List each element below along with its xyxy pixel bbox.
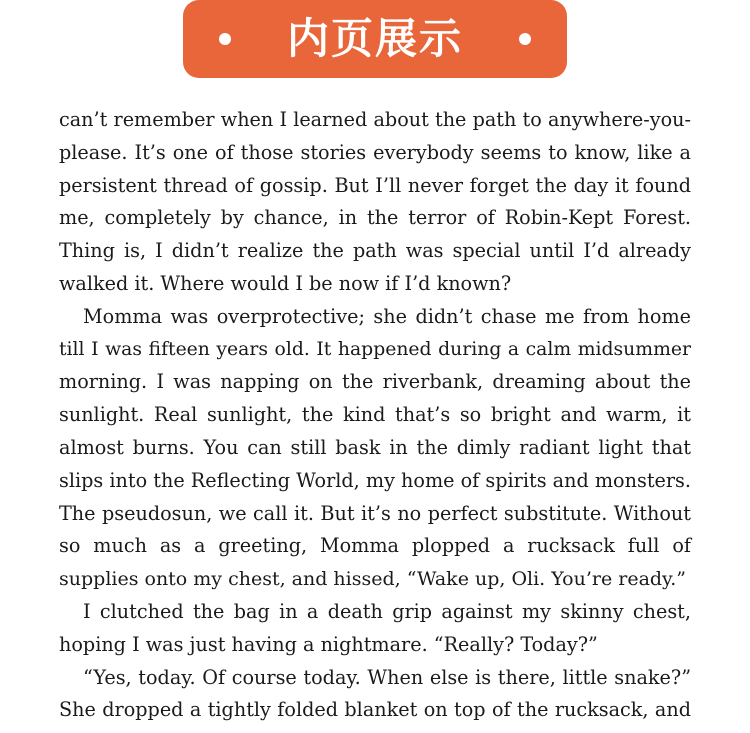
text-line: Momma was overprotective; she didn’t chase me from home <box>83 304 691 328</box>
text-line: She dropped a tightly folded blanket on top of the rucksack, and <box>59 698 691 722</box>
text-line: me, completely by chance, in the terror of Robin-Kept Forest. <box>59 206 691 230</box>
text-line: sunlight. Real sunlight, the kind that’s so bright and warm, it <box>59 403 691 427</box>
text-line: hoping I was just having a nightmare. “Really? Today?” <box>59 632 598 656</box>
text-line: almost burns. You can still bask in the dimly radiant light that <box>59 435 691 459</box>
text-line: Thing is, I didn’t realize the path was special until I’d already <box>59 239 691 263</box>
section-banner <box>183 0 567 78</box>
text-line: slips into the Reflecting World, my home of spirits and monsters. <box>59 468 691 492</box>
text-line: so much as a greeting, Momma plopped a rucksack full of <box>59 534 691 558</box>
banner-title: 内页展示 <box>286 14 463 63</box>
text-line: please. It’s one of those stories everybody seems to know, like a <box>59 140 691 164</box>
bullet-dot-left <box>219 33 231 45</box>
text-line: The pseudosun, we call it. But it’s no perfect substitute. Without <box>59 501 691 525</box>
text-line: morning. I was napping on the riverbank, dreaming about the <box>59 370 691 394</box>
text-line: supplies onto my chest, and hissed, “Wake up, Oli. You’re ready.” <box>59 568 687 591</box>
text-line: till I was fifteen years old. It happened during a calm midsummer <box>59 338 691 360</box>
text-line: walked it. Where would I be now if I’d known? <box>59 271 512 295</box>
text-line: can’t remember when I learned about the path to anywhere-you- <box>59 108 691 131</box>
text-line: I clutched the bag in a death grip against my skinny chest, <box>83 599 691 623</box>
text-line: persistent thread of gossip. But I’ll never forget the day it found <box>59 173 691 197</box>
book-page-text <box>59 104 691 727</box>
bullet-dot-right <box>519 33 531 45</box>
text-line: “Yes, today. Of course today. When else is there, little snake?” <box>83 665 691 689</box>
